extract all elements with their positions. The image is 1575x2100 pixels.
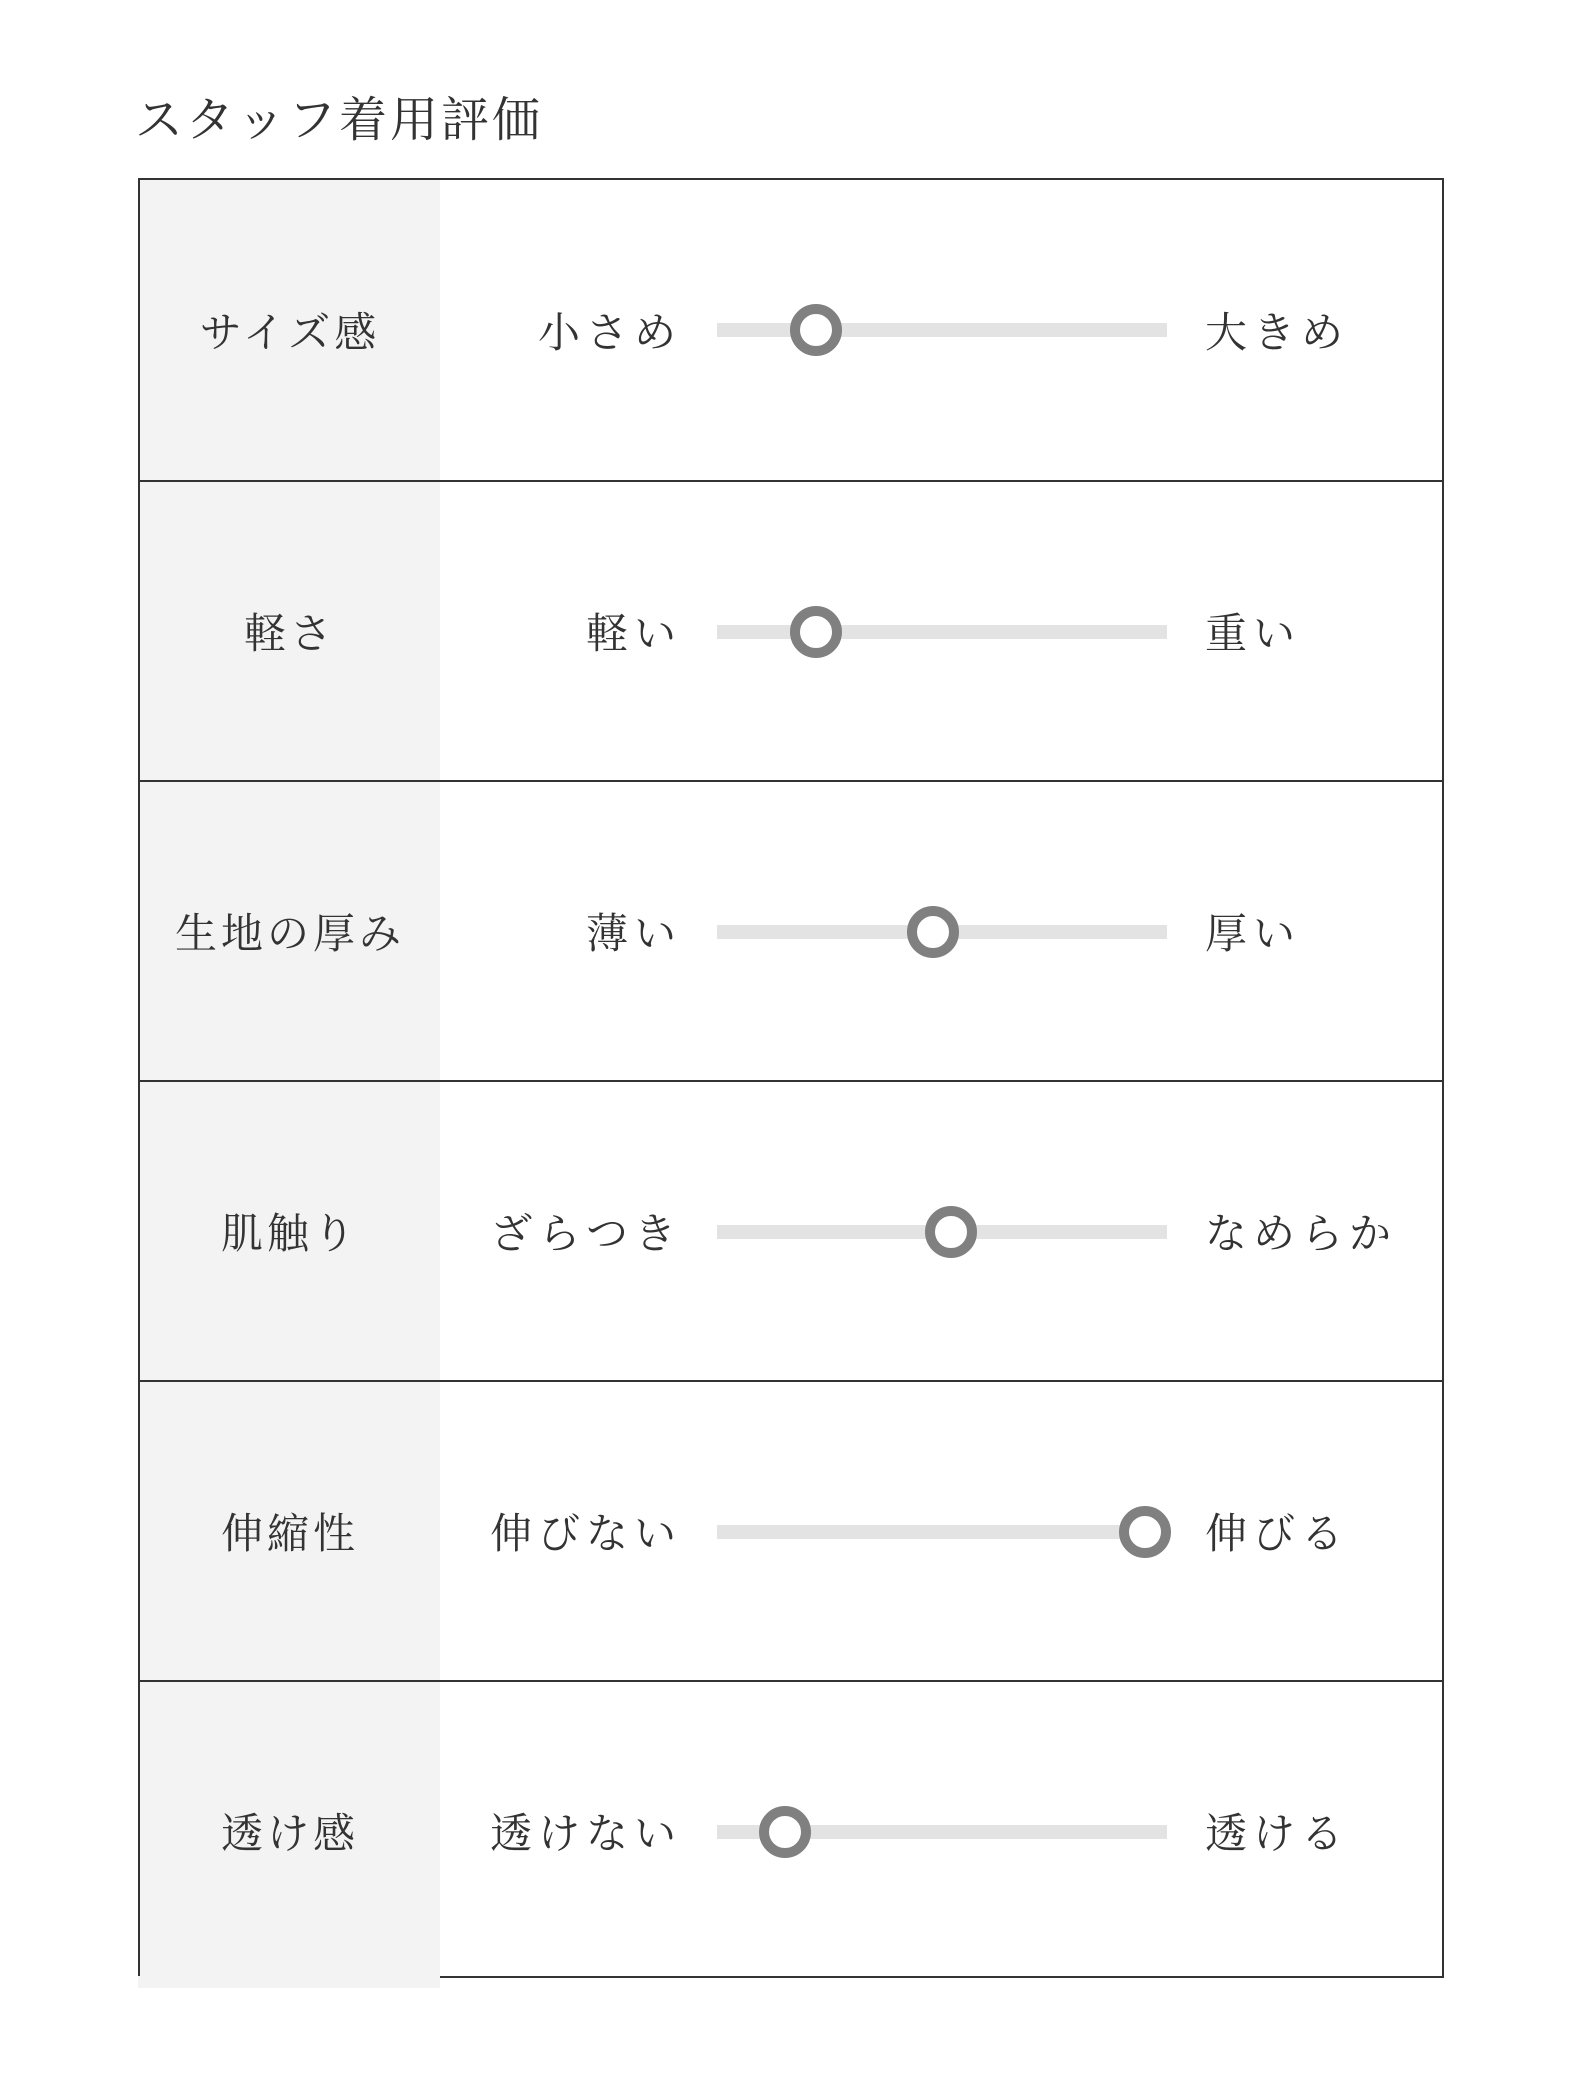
rating-slider-track[interactable] bbox=[717, 1525, 1167, 1539]
rating-slider-track[interactable] bbox=[717, 1225, 1167, 1239]
page-title: スタッフ着用評価 bbox=[135, 92, 544, 148]
row-label: 伸縮性 bbox=[140, 1382, 440, 1680]
rating-slider-track[interactable] bbox=[717, 1825, 1167, 1839]
scale-min-label: 薄い bbox=[585, 909, 682, 958]
scale-min-label: 透けない bbox=[489, 1809, 682, 1858]
scale-max-label: 伸びる bbox=[1205, 1509, 1350, 1558]
rating-slider-track[interactable] bbox=[717, 625, 1167, 639]
scale-min-label: ざらつき bbox=[490, 1209, 682, 1258]
row-label: 肌触り bbox=[140, 1082, 440, 1380]
rating-slider-knob[interactable] bbox=[790, 304, 842, 356]
rating-row-thickness bbox=[140, 780, 1442, 1080]
scale-min-label: 軽い bbox=[585, 609, 682, 658]
scale-max-label: 透ける bbox=[1205, 1809, 1350, 1858]
scale-max-label: なめらか bbox=[1205, 1209, 1398, 1258]
scale-max-label: 厚い bbox=[1205, 909, 1302, 958]
scale-max-label: 大きめ bbox=[1205, 308, 1350, 357]
rating-row-texture bbox=[140, 1080, 1442, 1380]
rating-slider-track[interactable] bbox=[717, 323, 1167, 337]
rating-slider-track[interactable] bbox=[717, 925, 1167, 939]
row-label: 生地の厚み bbox=[140, 782, 440, 1080]
row-label: 透け感 bbox=[140, 1682, 440, 1980]
scale-min-label: 小さめ bbox=[537, 308, 682, 357]
label-column-extension bbox=[138, 1976, 440, 1988]
rating-row-weight bbox=[140, 480, 1442, 780]
row-label: 軽さ bbox=[140, 482, 440, 780]
scale-min-label: 伸びない bbox=[489, 1509, 682, 1558]
rating-slider-knob[interactable] bbox=[907, 906, 959, 958]
rating-row-sheerness bbox=[140, 1680, 1442, 1980]
rating-slider-knob[interactable] bbox=[925, 1206, 977, 1258]
rating-table bbox=[138, 178, 1444, 1978]
rating-slider-knob[interactable] bbox=[790, 606, 842, 658]
row-label: サイズ感 bbox=[140, 180, 440, 480]
rating-row-stretch bbox=[140, 1380, 1442, 1680]
rating-slider-knob[interactable] bbox=[1119, 1506, 1171, 1558]
scale-max-label: 重い bbox=[1205, 609, 1302, 658]
rating-row-size bbox=[140, 180, 1442, 480]
rating-slider-knob[interactable] bbox=[759, 1806, 811, 1858]
